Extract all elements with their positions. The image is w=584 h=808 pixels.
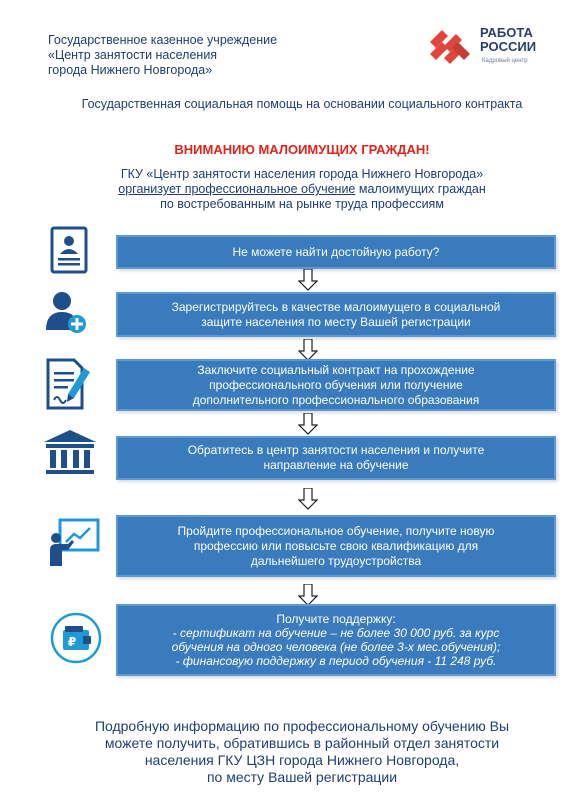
contract-sign-icon [44,358,94,410]
government-building-icon [42,428,98,478]
svg-text:₽: ₽ [67,635,77,649]
document-subject: Государственная социальная помощь на основании социального контракта [81,97,523,111]
arrow-down-icon [298,269,318,291]
step-training: Пройдите профессиональное обучение, получите новую профессию или повысьте свою квалификацию для дальнейшего трудоустройства [116,515,556,577]
organization-name [48,33,277,78]
organization-line-2: «Центр занятости населения [48,48,218,62]
intro-underlined: организует профессиональное обучение [118,182,356,196]
support-certificate: - сертификат на обучение – не более 30 000 руб. за курс [172,626,500,640]
organization-line-1: Государственное казенное учреждение [48,33,278,47]
step-contract: Заключите социальный контракт на прохождение профессионального обучения или получение дополнительного профессионального образования [116,359,556,411]
logo-subtitle: Кадровый центр [482,58,528,64]
resume-icon [50,226,88,274]
footer-info: Подробную информацию по профессиональному обучению Вы можете получить, обратившись в районный отдел занятости населения ГКУ ЦЗН города Нижнего Новгорода, по месту Вашей регистрации [94,718,510,785]
presentation-icon [48,518,100,568]
arrow-down-icon [298,584,318,606]
arrow-down-icon [298,488,318,510]
arrow-down-icon [298,339,318,361]
support-financial: - финансовую поддержку в период обучения - 11 248 руб. [175,654,497,668]
support-heading: Получите поддержку: [276,612,396,626]
logo-title: РАБОТА РОССИИ [480,25,537,54]
add-user-icon [44,290,88,336]
organization-line-3: города Нижнего Новгорода» [48,63,213,77]
attention-heading: ВНИМАНИЮ МАЛОИМУЩИХ ГРАЖДАН! [174,142,430,157]
support-certificate-cont: обучения на одного человека (не более 3-х мес.обучения); [171,640,501,654]
wallet-ruble-icon [50,612,102,664]
intro-text: ГКУ «Центр занятости населения города Нижнего Новгорода» организует профессиональное обучение малоимущих граждан по востребованным на рынке труда профессиям [118,167,486,211]
step-employment-center: Обратитесь в центр занятости населения и получите направление на обучение [116,436,556,480]
step-register: Зарегистрируйтесь в качестве малоимущего в социальной защите населения по месту Вашей регистрации [116,292,556,337]
step-find-work: Не можете найти достойную работу? [116,235,556,269]
step-support [116,604,556,676]
arrow-down-icon [298,413,318,435]
